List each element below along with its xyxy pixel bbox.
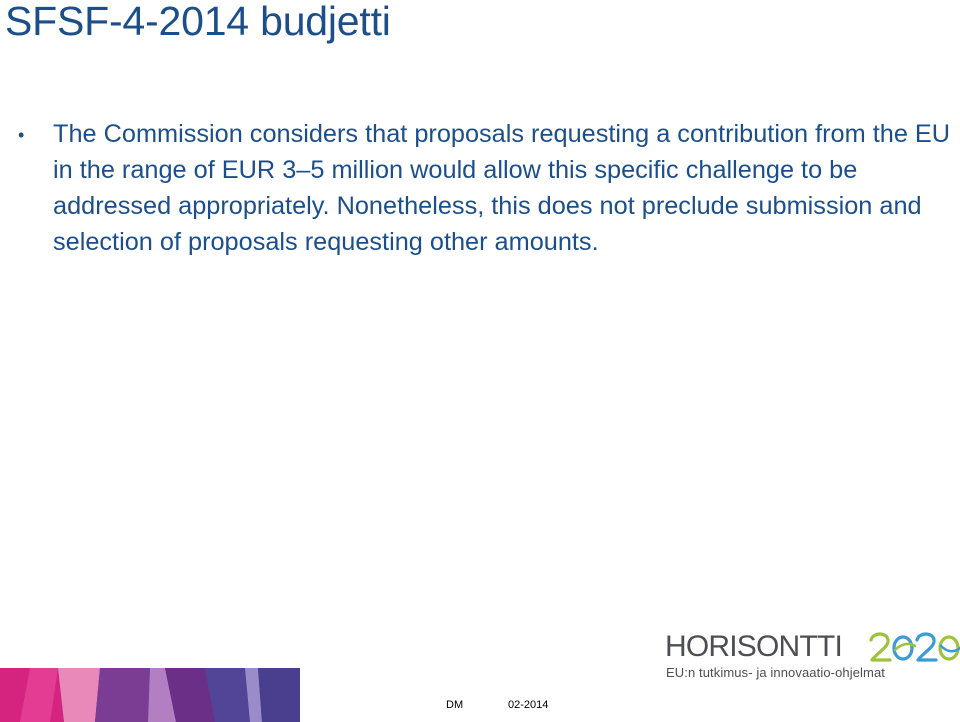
slide-title: SFSF-4-2014 budjetti — [5, 0, 391, 44]
bullet-text: The Commission considers that proposals requesting a contribution from the EU in the range of EUR 3–5 million would allow this specific challenge to be addressed appropriately. Nonetheless, this does not preclude submission and selection of proposals requesting other amounts. — [53, 120, 951, 256]
logo-wordmark: HORISONTTI — [665, 630, 842, 663]
bullet-marker: • — [18, 125, 25, 145]
footer-author: DM — [446, 699, 464, 711]
logo-tagline: EU:n tutkimus- ja innovaatio-ohjelmat — [666, 665, 886, 680]
footer-date: 02-2014 — [508, 699, 549, 711]
stripe-violet — [95, 668, 150, 722]
slide-content — [18, 116, 953, 260]
bullet-item — [18, 116, 953, 260]
decorative-stripes — [0, 668, 300, 722]
stripe-light-pink — [58, 668, 100, 722]
horisontti-2020-logo — [665, 628, 960, 688]
logo-year-2020 — [869, 628, 960, 666]
stripe-deep-indigo — [258, 668, 300, 722]
